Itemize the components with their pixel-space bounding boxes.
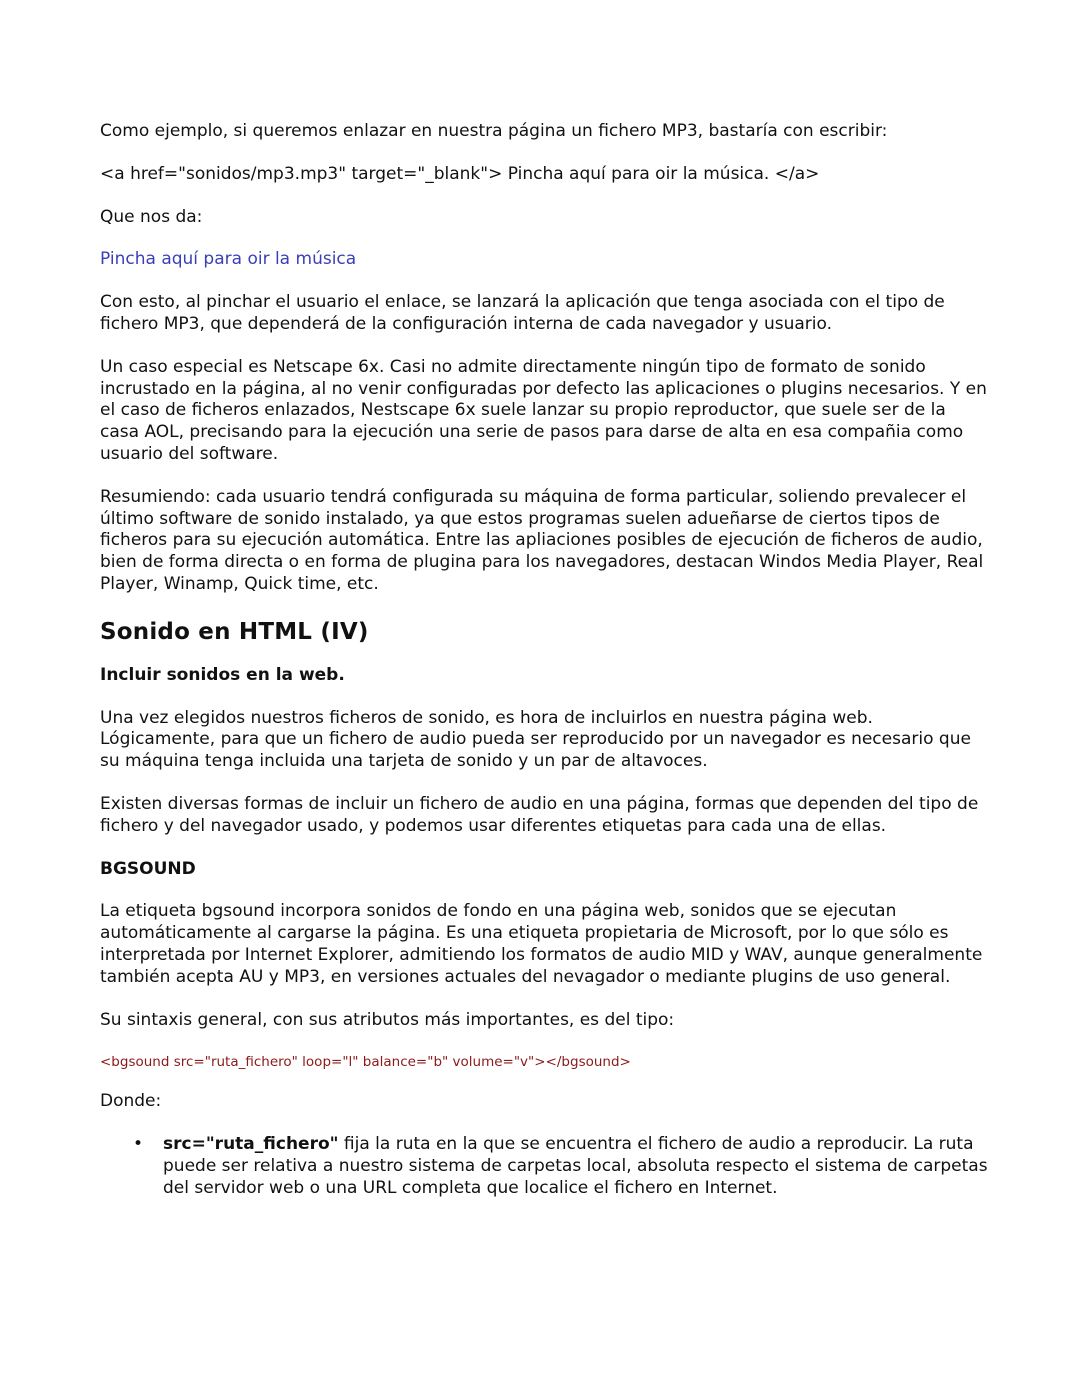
code-example-bgsound: <bgsound src="ruta_fichero" loop="l" balance="b" volume="v"></bgsound> <box>100 1054 631 1071</box>
paragraph-include-sounds: Una vez elegidos nuestros ficheros de sonido, es hora de incluirlos en nuestra página web. Lógicamente, para que un fichero de audio pueda ser reproducido por un navegador es necesario que su máquina tenga incluida una tarjeta de sonido y un par de altavoces. <box>100 707 971 772</box>
bullet-icon: • <box>133 1134 144 1155</box>
result-label: Que nos da: <box>100 206 203 227</box>
paragraph-summary: Resumiendo: cada usuario tendrá configurada su máquina de forma particular, soliendo prevalecer el último software de sonido instalado, ya que estos programas suelen adueñarse de ciertos tipos de ficheros para su ejecución automática. Entre las apliaciones posibles de ejecución de ficheros de audio, bien de forma directa o en forma de plugina para los navegadores, destacan Windos Media Player, Real Player, Winamp, Quick time, etc. <box>100 486 984 594</box>
bgsound-heading: BGSOUND <box>100 858 196 879</box>
section-title: Sonido en HTML (IV) <box>100 618 369 645</box>
paragraph-syntax: Su sintaxis general, con sus atributos más importantes, es del tipo: <box>100 1009 675 1030</box>
demo-music-link[interactable]: Pincha aquí para oir la música <box>100 249 357 270</box>
paragraph-click-behavior: Con esto, al pinchar el usuario el enlace, se lanzará la aplicación que tenga asociada con el tipo de fichero MP3, que dependerá de la configuración interna de cada navegador y usuario. <box>100 292 945 334</box>
paragraph-netscape: Un caso especial es Netscape 6x. Casi no admite directamente ningún tipo de formato de sonido incrustado en la página, al no venir configuradas por defecto las aplicaciones o plugins necesarios. Y en el caso de ficheros enlazados, Nestscape 6x suele lanzar su propio reproductor, que suele ser de la casa AOL, precisando para la ejecución una serie de pasos para darse de alta en esa compañia como usuario del software. <box>100 356 987 464</box>
definition-term: src="ruta_fichero" <box>163 1134 339 1155</box>
paragraph-bgsound: La etiqueta bgsound incorpora sonidos de fondo en una página web, sonidos que se ejecutan automáticamente al cargarse la página. Es una etiqueta propietaria de Microsoft, por lo que sólo es interpretada por Internet Explorer, admitiendo los formatos de audio MID y WAV, aunque generalmente también acepta AU y MP3, en versiones actuales del nevagador o mediante plugins de uso general. <box>100 901 983 987</box>
document-page <box>100 121 990 1200</box>
where-label: Donde: <box>100 1091 162 1112</box>
subsection-title: Incluir sonidos en la web. <box>100 664 345 685</box>
intro-paragraph: Como ejemplo, si queremos enlazar en nuestra página un fichero MP3, bastaría con escribir: <box>100 121 888 141</box>
code-example-link: <a href="sonidos/mp3.mp3" target="_blank"> Pincha aquí para oir la música. </a> <box>100 163 820 184</box>
definitions-list <box>100 1134 990 1199</box>
paragraph-forms: Existen diversas formas de incluir un fichero de audio en una página, formas que dependen del tipo de fichero y del navegador usado, y podemos usar diferentes etiquetas para cada una de ellas. <box>100 793 979 836</box>
list-item <box>100 1134 990 1199</box>
definition-text: fija la ruta en la que se encuentra el fichero de audio a reproducir. La ruta puede ser relativa a nuestro sistema de carpetas local, absoluta respecto el sistema de carpetas del servidor web o una URL completa que localice el fichero en Internet. <box>163 1134 988 1198</box>
